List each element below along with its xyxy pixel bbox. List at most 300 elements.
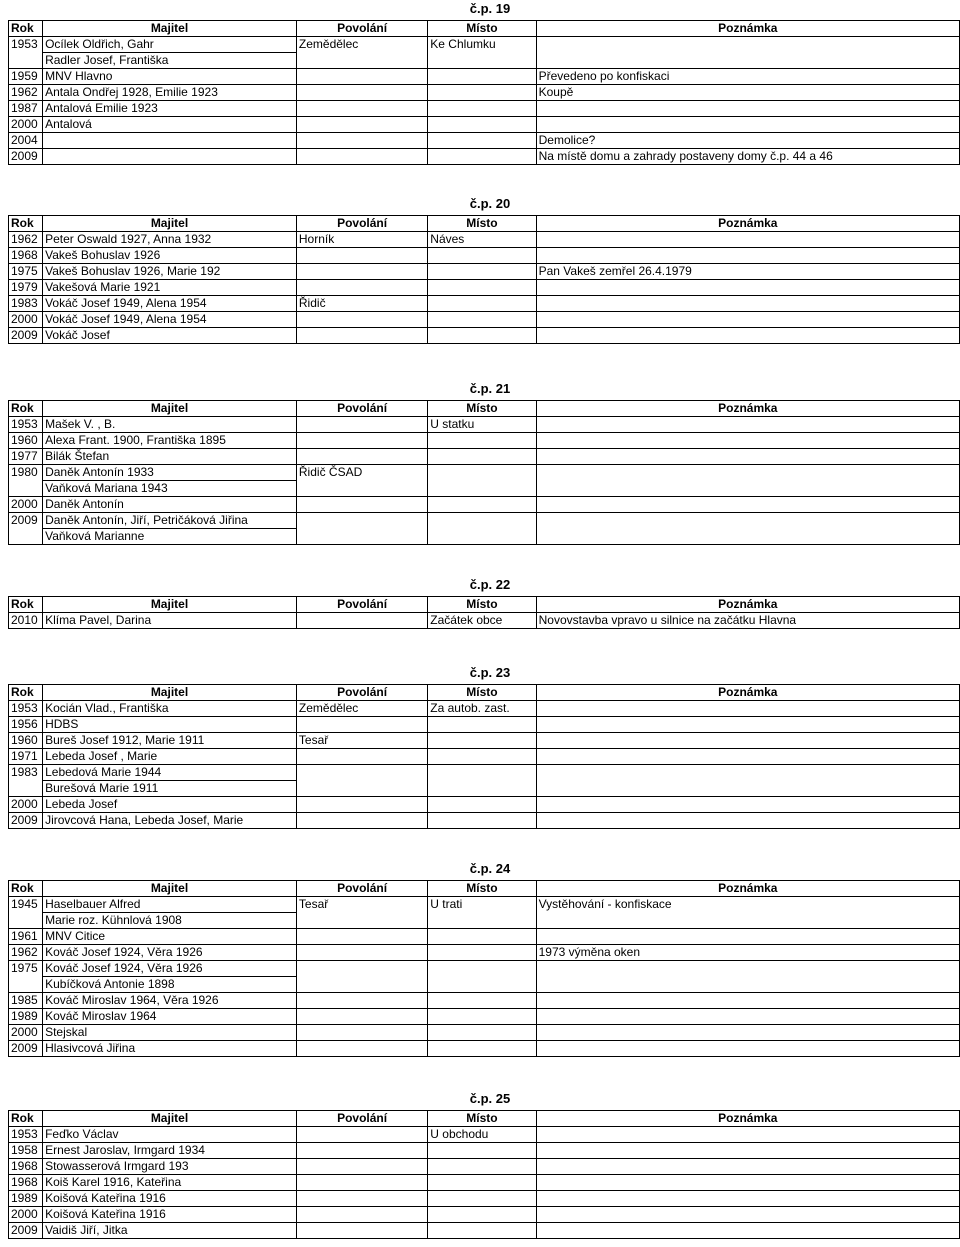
- cell-poznamka: [536, 101, 959, 117]
- cell-poznamka: [536, 1175, 959, 1191]
- cell-misto: [428, 1175, 536, 1191]
- cell-rok: 1953: [9, 1127, 43, 1143]
- cell-majitel: Jirovcová Hana, Lebeda Josef, Marie: [43, 813, 297, 829]
- header-row: [9, 1111, 960, 1127]
- cell-povolani: [296, 1025, 427, 1041]
- cell-rok: 2009: [9, 813, 43, 829]
- table-row: [9, 433, 960, 449]
- cell-poznamka: Demolice?: [536, 133, 959, 149]
- cell-majitel: Kováč Miroslav 1964: [43, 1009, 297, 1025]
- table-row: [9, 733, 960, 749]
- cell-povolani: [296, 913, 427, 929]
- cell-povolani: [296, 264, 427, 280]
- column-header-povolani: Povolání: [296, 881, 427, 897]
- cell-misto: [428, 1207, 536, 1223]
- cell-misto: [428, 69, 536, 85]
- cell-misto: [428, 133, 536, 149]
- cell-rok: [9, 481, 43, 497]
- cell-misto: [428, 117, 536, 133]
- cell-rok: 1975: [9, 961, 43, 977]
- section-title: č.p. 21: [469, 381, 511, 396]
- cell-povolani: [296, 529, 427, 545]
- cell-poznamka: [536, 781, 959, 797]
- cell-poznamka: [536, 513, 959, 529]
- cell-rok: 1959: [9, 69, 43, 85]
- table-row: [9, 1223, 960, 1239]
- cell-poznamka: Pan Vakeš zemřel 26.4.1979: [536, 264, 959, 280]
- table-row: [9, 497, 960, 513]
- table-row: [9, 977, 960, 993]
- cell-povolani: [296, 1175, 427, 1191]
- cell-majitel: Vakešová Marie 1921: [43, 280, 297, 296]
- cell-povolani: [296, 613, 427, 629]
- cell-povolani: Horník: [296, 232, 427, 248]
- table-row: [9, 513, 960, 529]
- column-header-misto: Místo: [428, 685, 536, 701]
- cell-majitel: Vokáč Josef 1949, Alena 1954: [43, 312, 297, 328]
- cell-povolani: [296, 1159, 427, 1175]
- cell-povolani: [296, 312, 427, 328]
- table-row: [9, 133, 960, 149]
- cell-misto: [428, 913, 536, 929]
- cell-povolani: [296, 1143, 427, 1159]
- cell-poznamka: Převedeno po konfiskaci: [536, 69, 959, 85]
- cell-poznamka: [536, 248, 959, 264]
- table-row: [9, 248, 960, 264]
- cell-majitel: Bureš Josef 1912, Marie 1911: [43, 733, 297, 749]
- cell-poznamka: [536, 929, 959, 945]
- cell-poznamka: [536, 312, 959, 328]
- cell-majitel: Peter Oswald 1927, Anna 1932: [43, 232, 297, 248]
- column-header-poznamka: Poznámka: [536, 1111, 959, 1127]
- table-row: [9, 53, 960, 69]
- cell-rok: [9, 913, 43, 929]
- header-row: [9, 685, 960, 701]
- cell-poznamka: Novovstavba vpravo u silnice na začátku Hlavna: [536, 613, 959, 629]
- cell-misto: [428, 945, 536, 961]
- owners-table: [8, 880, 960, 1057]
- table-row: [9, 1143, 960, 1159]
- cell-poznamka: [536, 765, 959, 781]
- table-row: [9, 296, 960, 312]
- cell-rok: 2004: [9, 133, 43, 149]
- column-header-povolani: Povolání: [296, 21, 427, 37]
- table-row: [9, 913, 960, 929]
- table-row: [9, 117, 960, 133]
- cell-poznamka: [536, 813, 959, 829]
- cell-rok: 1989: [9, 1009, 43, 1025]
- cell-misto: [428, 85, 536, 101]
- header-row: [9, 401, 960, 417]
- cell-poznamka: [536, 328, 959, 344]
- cell-povolani: [296, 977, 427, 993]
- cell-povolani: [296, 433, 427, 449]
- cell-povolani: [296, 497, 427, 513]
- column-header-rok: Rok: [9, 881, 43, 897]
- cell-majitel: Marie roz. Kühnlová 1908: [43, 913, 297, 929]
- column-header-majitel: Majitel: [43, 881, 297, 897]
- cell-poznamka: [536, 497, 959, 513]
- cell-misto: [428, 433, 536, 449]
- section-title: č.p. 23: [469, 665, 511, 680]
- header-row: [9, 881, 960, 897]
- table-row: [9, 1127, 960, 1143]
- cell-misto: [428, 733, 536, 749]
- owners-table: [8, 400, 960, 545]
- table-row: [9, 328, 960, 344]
- cell-poznamka: [536, 280, 959, 296]
- cell-misto: [428, 1009, 536, 1025]
- cell-majitel: Lebeda Josef , Marie: [43, 749, 297, 765]
- column-header-majitel: Majitel: [43, 685, 297, 701]
- cell-povolani: [296, 248, 427, 264]
- table-row: [9, 765, 960, 781]
- cell-misto: [428, 264, 536, 280]
- cell-rok: 2009: [9, 328, 43, 344]
- column-header-rok: Rok: [9, 401, 43, 417]
- cell-rok: 1960: [9, 433, 43, 449]
- cell-poznamka: [536, 977, 959, 993]
- column-header-majitel: Majitel: [43, 1111, 297, 1127]
- cell-rok: 1956: [9, 717, 43, 733]
- table-row: [9, 613, 960, 629]
- header-row: [9, 21, 960, 37]
- cell-majitel: Vakeš Bohuslav 1926: [43, 248, 297, 264]
- cell-majitel: Vaidiš Jiří, Jitka: [43, 1223, 297, 1239]
- cell-povolani: [296, 1223, 427, 1239]
- cell-majitel: Vaňková Mariana 1943: [43, 481, 297, 497]
- cell-rok: 2009: [9, 1041, 43, 1057]
- cell-misto: [428, 749, 536, 765]
- cell-majitel: [43, 133, 297, 149]
- table-row: [9, 929, 960, 945]
- cell-misto: [428, 449, 536, 465]
- cell-misto: [428, 465, 536, 481]
- cell-majitel: Vokáč Josef 1949, Alena 1954: [43, 296, 297, 312]
- cell-rok: 2009: [9, 149, 43, 165]
- cell-misto: [428, 961, 536, 977]
- column-header-misto: Místo: [428, 401, 536, 417]
- cell-povolani: [296, 797, 427, 813]
- cell-misto: [428, 497, 536, 513]
- cell-poznamka: [536, 1127, 959, 1143]
- cell-povolani: Zemědělec: [296, 37, 427, 53]
- column-header-rok: Rok: [9, 1111, 43, 1127]
- cell-majitel: Hlasivcová Jiřina: [43, 1041, 297, 1057]
- cell-majitel: MNV Citice: [43, 929, 297, 945]
- table-row: [9, 945, 960, 961]
- table-row: [9, 232, 960, 248]
- cell-poznamka: [536, 296, 959, 312]
- cell-majitel: Antala Ondřej 1928, Emilie 1923: [43, 85, 297, 101]
- table-row: [9, 961, 960, 977]
- cell-majitel: Klíma Pavel, Darina: [43, 613, 297, 629]
- table-row: [9, 101, 960, 117]
- cell-rok: 2000: [9, 312, 43, 328]
- cell-misto: [428, 993, 536, 1009]
- table-row: [9, 481, 960, 497]
- cell-povolani: [296, 449, 427, 465]
- table-row: [9, 1175, 960, 1191]
- cell-povolani: [296, 53, 427, 69]
- cell-povolani: [296, 717, 427, 733]
- column-header-poznamka: Poznámka: [536, 216, 959, 232]
- cell-majitel: Koišová Kateřina 1916: [43, 1191, 297, 1207]
- cell-poznamka: [536, 797, 959, 813]
- table-row: [9, 797, 960, 813]
- cell-misto: [428, 717, 536, 733]
- cell-rok: 2000: [9, 1207, 43, 1223]
- cell-majitel: Antalová Emilie 1923: [43, 101, 297, 117]
- cell-poznamka: [536, 701, 959, 717]
- cell-povolani: [296, 765, 427, 781]
- cell-majitel: Bilák Štefan: [43, 449, 297, 465]
- cell-misto: [428, 280, 536, 296]
- cell-poznamka: [536, 417, 959, 433]
- cell-poznamka: [536, 1041, 959, 1057]
- cell-povolani: Tesař: [296, 897, 427, 913]
- cell-poznamka: [536, 117, 959, 133]
- cell-misto: [428, 929, 536, 945]
- column-header-povolani: Povolání: [296, 685, 427, 701]
- cell-majitel: Lebeda Josef: [43, 797, 297, 813]
- cell-rok: 2000: [9, 797, 43, 813]
- cell-majitel: Koiš Karel 1916, Kateřina: [43, 1175, 297, 1191]
- cell-poznamka: [536, 1191, 959, 1207]
- cell-misto: [428, 248, 536, 264]
- cell-misto: [428, 529, 536, 545]
- cell-povolani: [296, 993, 427, 1009]
- cell-majitel: HDBS: [43, 717, 297, 733]
- cell-rok: 1971: [9, 749, 43, 765]
- cell-rok: 1968: [9, 1175, 43, 1191]
- cell-rok: 1968: [9, 1159, 43, 1175]
- cell-povolani: [296, 417, 427, 433]
- cell-rok: 1968: [9, 248, 43, 264]
- cell-majitel: Kocián Vlad., Františka: [43, 701, 297, 717]
- cell-misto: [428, 513, 536, 529]
- cell-majitel: Vakeš Bohuslav 1926, Marie 192: [43, 264, 297, 280]
- cell-rok: 2009: [9, 1223, 43, 1239]
- table-row: [9, 312, 960, 328]
- table-row: [9, 417, 960, 433]
- cell-rok: 1961: [9, 929, 43, 945]
- cell-rok: [9, 53, 43, 69]
- cell-povolani: [296, 1041, 427, 1057]
- cell-majitel: Daněk Antonín, Jiří, Petričáková Jiřina: [43, 513, 297, 529]
- table-row: [9, 1207, 960, 1223]
- cell-rok: 1960: [9, 733, 43, 749]
- cell-povolani: [296, 133, 427, 149]
- header-row: [9, 216, 960, 232]
- cell-misto: [428, 765, 536, 781]
- cell-rok: 1953: [9, 701, 43, 717]
- table-row: [9, 813, 960, 829]
- cell-poznamka: [536, 1159, 959, 1175]
- table-row: [9, 897, 960, 913]
- cell-misto: [428, 312, 536, 328]
- cell-poznamka: [536, 913, 959, 929]
- cell-misto: [428, 1191, 536, 1207]
- cell-povolani: [296, 1009, 427, 1025]
- cell-majitel: Vaňková Marianne: [43, 529, 297, 545]
- cell-povolani: [296, 149, 427, 165]
- cell-povolani: [296, 117, 427, 133]
- cell-misto: U obchodu: [428, 1127, 536, 1143]
- cell-povolani: [296, 813, 427, 829]
- column-header-povolani: Povolání: [296, 216, 427, 232]
- cell-povolani: [296, 1127, 427, 1143]
- column-header-povolani: Povolání: [296, 1111, 427, 1127]
- cell-povolani: Tesař: [296, 733, 427, 749]
- column-header-poznamka: Poznámka: [536, 881, 959, 897]
- cell-poznamka: [536, 717, 959, 733]
- cell-majitel: Kováč Miroslav 1964, Věra 1926: [43, 993, 297, 1009]
- cell-misto: [428, 481, 536, 497]
- table-row: [9, 149, 960, 165]
- column-header-majitel: Majitel: [43, 21, 297, 37]
- cell-povolani: [296, 69, 427, 85]
- cell-majitel: Ernest Jaroslav, Irmgard 1934: [43, 1143, 297, 1159]
- column-header-rok: Rok: [9, 21, 43, 37]
- cell-rok: 2010: [9, 613, 43, 629]
- cell-poznamka: [536, 53, 959, 69]
- cell-poznamka: [536, 529, 959, 545]
- cell-misto: [428, 1041, 536, 1057]
- cell-majitel: Vokáč Josef: [43, 328, 297, 344]
- owners-table: [8, 1110, 960, 1239]
- cell-majitel: Mašek V. , B.: [43, 417, 297, 433]
- table-row: [9, 781, 960, 797]
- cell-misto: [428, 1025, 536, 1041]
- cell-poznamka: 1973 výměna oken: [536, 945, 959, 961]
- column-header-povolani: Povolání: [296, 401, 427, 417]
- cell-povolani: [296, 1191, 427, 1207]
- column-header-misto: Místo: [428, 881, 536, 897]
- cell-povolani: [296, 280, 427, 296]
- cell-poznamka: [536, 433, 959, 449]
- cell-misto: Začátek obce: [428, 613, 536, 629]
- cell-poznamka: [536, 1025, 959, 1041]
- cell-poznamka: [536, 749, 959, 765]
- cell-rok: 1975: [9, 264, 43, 280]
- section-title: č.p. 24: [469, 861, 511, 876]
- cell-majitel: Daněk Antonín 1933: [43, 465, 297, 481]
- owners-table: [8, 684, 960, 829]
- cell-povolani: Řidič ČSAD: [296, 465, 427, 481]
- cell-povolani: [296, 945, 427, 961]
- cell-rok: 1945: [9, 897, 43, 913]
- column-header-poznamka: Poznámka: [536, 401, 959, 417]
- cell-misto: [428, 296, 536, 312]
- cell-misto: [428, 101, 536, 117]
- cell-povolani: Řidič: [296, 296, 427, 312]
- cell-poznamka: [536, 465, 959, 481]
- section-title: č.p. 22: [469, 577, 511, 592]
- table-row: [9, 465, 960, 481]
- owners-table: [8, 20, 960, 165]
- cell-majitel: Stejskal: [43, 1025, 297, 1041]
- table-row: [9, 1159, 960, 1175]
- table-row: [9, 1191, 960, 1207]
- cell-majitel: Kubíčková Antonie 1898: [43, 977, 297, 993]
- column-header-rok: Rok: [9, 685, 43, 701]
- cell-rok: 1983: [9, 296, 43, 312]
- cell-misto: [428, 53, 536, 69]
- cell-poznamka: [536, 1223, 959, 1239]
- cell-misto: [428, 797, 536, 813]
- section-title: č.p. 19: [469, 1, 511, 16]
- table-row: [9, 701, 960, 717]
- table-row: [9, 1025, 960, 1041]
- cell-rok: [9, 781, 43, 797]
- table-row: [9, 1041, 960, 1057]
- cell-majitel: [43, 149, 297, 165]
- cell-majitel: Koišová Kateřina 1916: [43, 1207, 297, 1223]
- cell-misto: [428, 328, 536, 344]
- section-title: č.p. 20: [469, 196, 511, 211]
- cell-poznamka: [536, 1143, 959, 1159]
- cell-povolani: [296, 749, 427, 765]
- cell-rok: 1985: [9, 993, 43, 1009]
- cell-misto: U trati: [428, 897, 536, 913]
- column-header-misto: Místo: [428, 21, 536, 37]
- cell-majitel: Radler Josef, Františka: [43, 53, 297, 69]
- cell-majitel: Feďko Václav: [43, 1127, 297, 1143]
- table-row: [9, 85, 960, 101]
- column-header-misto: Místo: [428, 1111, 536, 1127]
- cell-misto: [428, 781, 536, 797]
- table-row: [9, 264, 960, 280]
- table-row: [9, 280, 960, 296]
- cell-misto: U statku: [428, 417, 536, 433]
- column-header-misto: Místo: [428, 216, 536, 232]
- cell-poznamka: [536, 232, 959, 248]
- column-header-povolani: Povolání: [296, 597, 427, 613]
- cell-poznamka: [536, 1207, 959, 1223]
- cell-rok: 2009: [9, 513, 43, 529]
- cell-poznamka: Vystěhování - konfiskace: [536, 897, 959, 913]
- cell-misto: [428, 1143, 536, 1159]
- cell-rok: 2000: [9, 497, 43, 513]
- cell-misto: Ke Chlumku: [428, 37, 536, 53]
- table-row: [9, 69, 960, 85]
- cell-rok: 1962: [9, 232, 43, 248]
- column-header-poznamka: Poznámka: [536, 597, 959, 613]
- cell-povolani: Zemědělec: [296, 701, 427, 717]
- column-header-majitel: Majitel: [43, 216, 297, 232]
- cell-rok: 2000: [9, 117, 43, 133]
- owners-table: [8, 215, 960, 344]
- cell-majitel: Ocílek Oldřich, Gahr: [43, 37, 297, 53]
- cell-majitel: Burešová Marie 1911: [43, 781, 297, 797]
- cell-poznamka: [536, 961, 959, 977]
- column-header-misto: Místo: [428, 597, 536, 613]
- table-row: [9, 993, 960, 1009]
- cell-poznamka: [536, 481, 959, 497]
- column-header-rok: Rok: [9, 216, 43, 232]
- cell-povolani: [296, 101, 427, 117]
- cell-majitel: Stowasserová Irmgard 193: [43, 1159, 297, 1175]
- cell-povolani: [296, 929, 427, 945]
- table-row: [9, 717, 960, 733]
- owners-table: [8, 596, 960, 629]
- cell-majitel: MNV Hlavno: [43, 69, 297, 85]
- section-title: č.p. 25: [469, 1091, 511, 1106]
- cell-poznamka: Koupě: [536, 85, 959, 101]
- cell-povolani: [296, 961, 427, 977]
- cell-misto: Za autob. zast.: [428, 701, 536, 717]
